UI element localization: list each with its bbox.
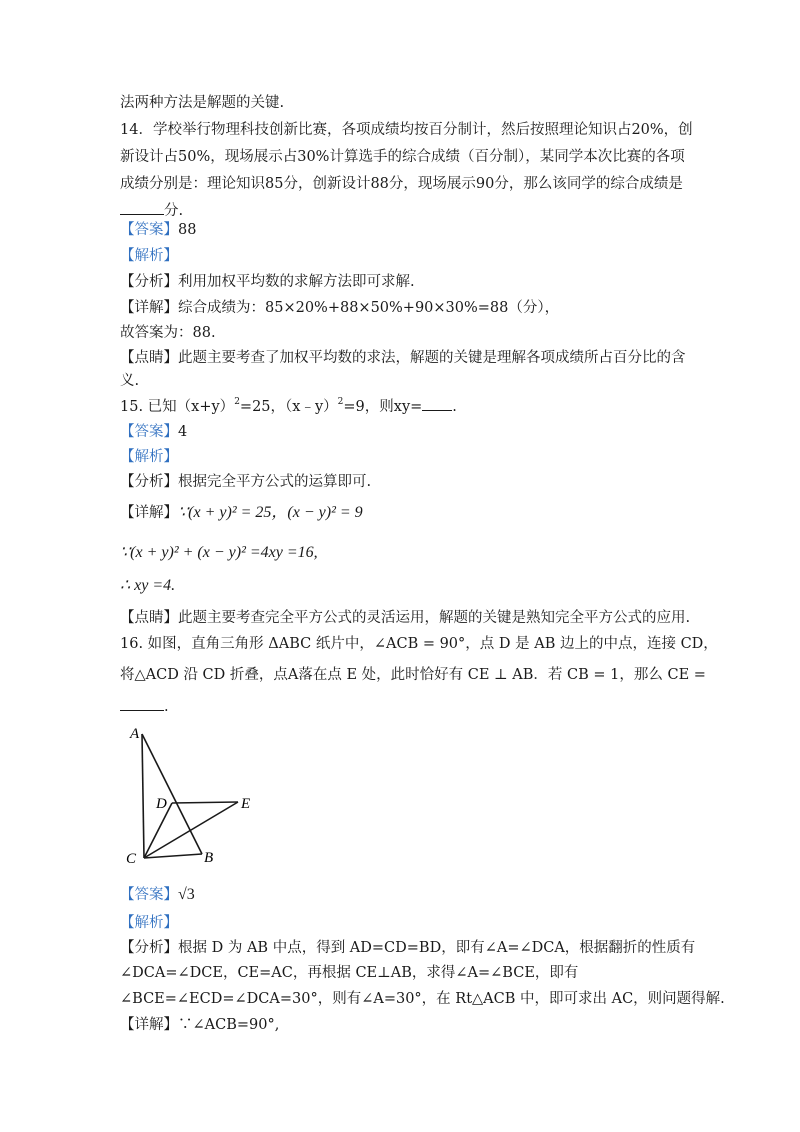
section-tag: 【详解】: [120, 300, 178, 316]
line-text: 16. 如图，直角三角形 ΔABC 纸片中，∠ACB = 90°，点 D 是 AB 边上的中点，连接 CD，: [120, 636, 718, 652]
line-text: 15. 已知（x+y）: [120, 399, 235, 415]
segment-de: [172, 802, 238, 803]
detail-line: [120, 1015, 279, 1035]
analysis-heading: [120, 447, 178, 467]
line-text: 将△ACD 沿 CD 折叠，点A落在点 E 处，此时恰好有 CE ⊥ AB．若 CB = 1，那么 CE =: [120, 667, 706, 683]
triangle-figure: [120, 722, 280, 872]
answer-line: [120, 422, 187, 442]
line-text: 根据 D 为 AB 中点，得到 AD=CD=BD，即有∠A=∠DCA，根据翻折的性质有: [178, 940, 696, 956]
line-text: 故答案为：88.: [120, 325, 216, 341]
label-d: D: [156, 796, 167, 812]
answer-blank: [422, 396, 452, 411]
analysis-line: [120, 938, 695, 958]
analysis-line: [120, 272, 415, 292]
analysis-line: [120, 472, 371, 492]
answer-line: [120, 885, 195, 905]
section-tag: 【详解】: [120, 1017, 178, 1033]
detail-line: [120, 298, 559, 318]
formula: ∴ xy =4.: [120, 577, 176, 594]
question-14-line-2: [120, 147, 685, 167]
segment-ac: [142, 734, 144, 858]
answer-tag: 【答案】: [120, 222, 178, 238]
question-14-line-3: [120, 174, 683, 194]
section-tag: 【分析】: [120, 274, 178, 290]
section-tag: 【分析】: [120, 940, 178, 956]
label-a: A: [130, 726, 140, 742]
detail-line: [120, 503, 363, 523]
label-c: C: [126, 851, 137, 867]
line-text: 法两种方法是解题的关键.: [120, 95, 285, 111]
line-text: ∠BCE=∠ECD=∠DCA=30°，则有∠A=30°，在 Rt△ACB 中，即可求出 AC，则问题得解.: [120, 991, 725, 1007]
text-line: [120, 323, 216, 343]
line-text: 义.: [120, 373, 140, 389]
line-text: .: [164, 699, 169, 715]
answer-value: √3: [178, 886, 195, 903]
analysis-tag: 【解析】: [120, 248, 178, 264]
question-16-line-2: [120, 665, 706, 685]
segment-ab: [142, 734, 202, 854]
line-text: =9，则xy=: [343, 399, 423, 415]
text-line: [120, 963, 578, 983]
line-text: 新设计占50%，现场展示占30%计算选手的综合成绩（百分制），某同学本次比赛的各项: [120, 149, 685, 165]
line-text: ∵∠ACB=90°,: [178, 1017, 280, 1033]
question-14-line-1: [120, 120, 693, 140]
line-text: =25，（x﹣y）: [239, 399, 338, 415]
question-16-line-3: [120, 696, 169, 717]
formula-line: [120, 543, 318, 563]
text-line: [120, 989, 725, 1009]
line-text: 14．学校举行物理科技创新比赛，各项成绩均按百分制计，然后按照理论知识占20%，创: [120, 122, 693, 138]
section-tag: 【点睛】: [120, 350, 178, 366]
text-line: [120, 371, 139, 391]
formula-line: [120, 576, 175, 596]
line-text: 综合成绩为：85×20%+88×50%+90×30%=88（分），: [178, 300, 560, 316]
superscript: 2: [337, 397, 344, 407]
question-16-line-1: [120, 634, 718, 654]
answer-value: 88: [178, 222, 197, 238]
text-line: [120, 93, 284, 113]
section-tag: 【分析】: [120, 474, 178, 490]
section-tag: 【详解】: [120, 505, 178, 521]
analysis-heading: [120, 913, 178, 933]
analysis-tag: 【解析】: [120, 915, 178, 931]
line-text: 利用加权平均数的求解方法即可求解.: [178, 274, 415, 290]
line-text: 根据完全平方公式的运算即可.: [178, 474, 372, 490]
analysis-tag: 【解析】: [120, 449, 178, 465]
answer-line: [120, 220, 196, 240]
answer-blank: [120, 200, 164, 215]
question-15-line: [120, 396, 457, 419]
analysis-heading: [120, 246, 178, 266]
answer-tag: 【答案】: [120, 887, 178, 903]
answer-value: 4: [178, 424, 188, 440]
answer-tag: 【答案】: [120, 424, 178, 440]
comment-line: [120, 608, 690, 628]
segment-cb: [144, 854, 202, 858]
formula: ∵(x + y)² + (x − y)² =4xy =16,: [120, 544, 318, 561]
label-b: B: [204, 850, 214, 866]
formula: ∵(x + y)² = 25，(x − y)² = 9: [178, 504, 363, 521]
question-14-line-4: [120, 200, 183, 221]
line-text: ∠DCA=∠DCE，CE=AC，再根据 CE⊥AB，求得∠A=∠BCE，即有: [120, 965, 579, 981]
line-text: 分.: [164, 203, 184, 219]
comment-line: [120, 348, 686, 368]
answer-blank: [120, 696, 164, 711]
label-e: E: [241, 796, 251, 812]
line-text: 此题主要考查完全平方公式的灵活运用，解题的关键是熟知完全平方公式的应用.: [178, 610, 691, 626]
line-text: 成绩分别是：理论知识85分，创新设计88分，现场展示90分，那么该同学的综合成绩是: [120, 176, 683, 192]
section-tag: 【点睛】: [120, 610, 178, 626]
line-text: 此题主要考查了加权平均数的求法，解题的关键是理解各项成绩所占百分比的含: [178, 350, 686, 366]
superscript: 2: [234, 397, 240, 407]
line-text: .: [452, 399, 457, 415]
